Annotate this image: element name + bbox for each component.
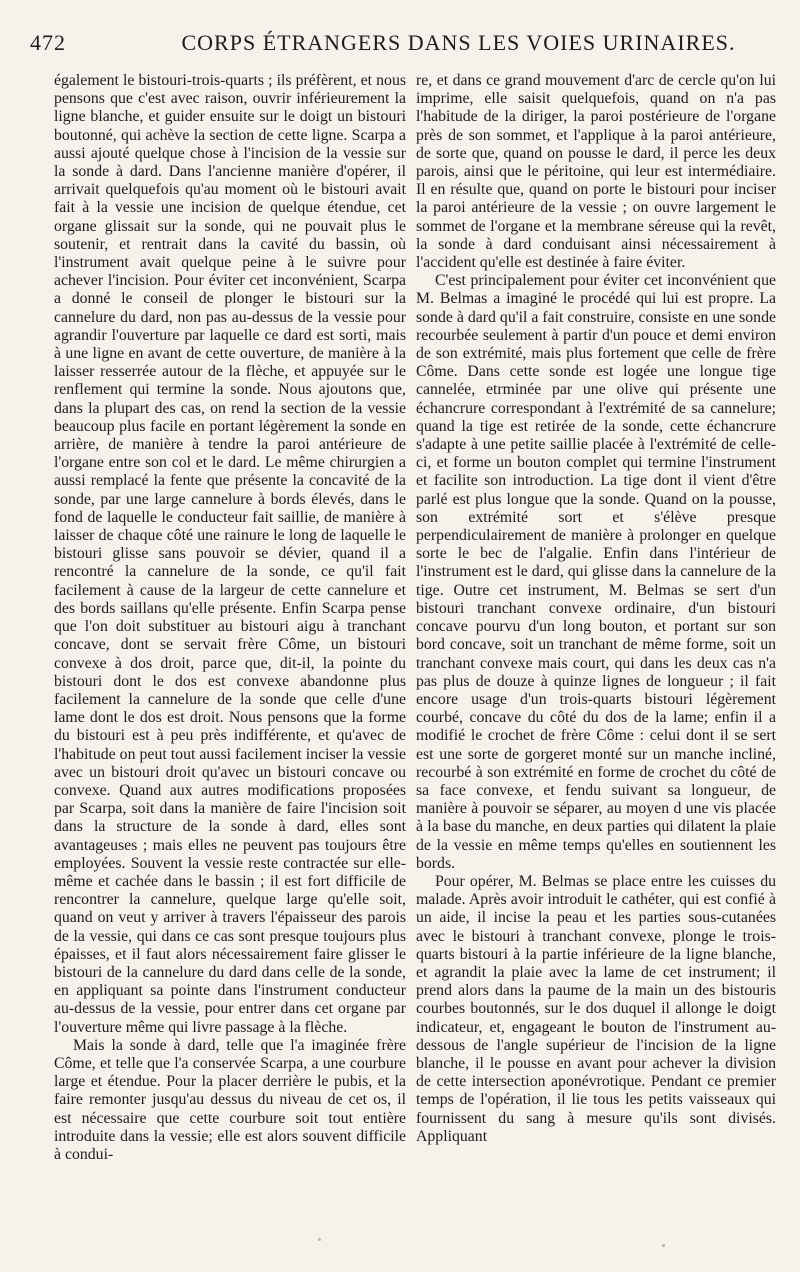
text-columns <box>54 72 776 1262</box>
left-column <box>54 72 406 1262</box>
right-column <box>416 72 776 1262</box>
right-paragraph-2: C'est principalement pour éviter cet inconvénient que M. Belmas a imaginé le procédé qui lui est propre. La sonde à dard qu'il a fait construire, consiste en une sonde recourbée seulement à partir d'un pouce et demi environ de son extrémité, mais plus fortement que celle de frère Côme. Dans cette sonde est logée une longue tige cannelée, etrminée par une olive qui présente une échancrure correspondant à l'extrémité de sa cannelure; quand la tige est retirée de la sonde, cette échancrure s'adapte à une petite saillie placée à l'extrémité de celle-ci, et forme un bouton complet qui termine l'instrument et facilite son introduction. La tige dont il vient d'être parlé est plus longue que la sonde. Quand on la pousse, son extrémité sort et s'élève presque perpendiculairement de manière à prolonger en quelque sorte le bec de l'algalie. Enfin dans l'intérieur de l'instrument est le dard, qui glisse dans la cannelure de la tige. Outre cet instrument, M. Belmas se sert d'un bistouri tranchant convexe ordinaire, d'un bistouri concave pourvu d'un long bouton, et portant sur son bord concave, soit un tranchant de même forme, soit un tranchant convexe mais court, qui dans les deux cas n'a pas plus de douze à quinze lignes de longueur ; il fait encore usage d'un trois-quarts bistouri légèrement courbé, concave du côté du dos de la lame; enfin il a modifié le crochet de frère Côme : celui dont il se sert est une sorte de gorgeret monté sur un manche incliné, recourbé à son extrémité en forme de crochet du côté de sa face convexe, et fendu suivant sa longueur, de manière à pouvoir se séparer, au moyen d une vis placée à la base du manche, en deux parties qui dilatent la plaie de la vessie en même temps qu'elles en soutiennent les bords. <box>416 272 776 872</box>
page-header <box>30 18 772 58</box>
right-paragraph-1: re, et dans ce grand mouvement d'arc de cercle qu'on lui imprime, elle saisit quelquefois, quand on n'a pas l'habitude de la diriger, la paroi postérieure de l'organe près de son sommet, et l'applique à la paroi antérieure, de sorte que, quand on pousse le dard, il perce les deux parois, ainsi que le péritoine, qui leur est intermédiaire. Il en résulte que, quand on porte le bistouri pour inciser la paroi antérieure de la vessie ; on ouvre largement le sommet de l'organe et la membrane séreuse qui la revêt, la sonde à dard conduisant ainsi nécessairement à l'accident qu'elle est destinée à faire éviter. <box>416 72 776 272</box>
page-number: 472 <box>30 30 66 55</box>
left-paragraph-2: Mais la sonde à dard, telle que l'a imaginée frère Côme, et telle que l'a conservée Scarpa, a une courbure large et étendue. Pour la placer derrière le pubis, et la faire remonter jusqu'au dessus du niveau de cet os, il est nécessaire que cette courbure soit tout entière introduite dans la vessie; elle est alors souvent difficile à condui- <box>54 1036 406 1163</box>
running-head: CORPS ÉTRANGERS DANS LES VOIES URINAIRES. <box>181 30 736 55</box>
paper-speck <box>662 1244 665 1247</box>
left-paragraph-1: également le bistouri-trois-quarts ; ils préfèrent, et nous pensons que c'est avec raison, ouvrir inférieurement la ligne blanche, et guider ensuite sur le doigt un bistouri boutonné, qui achève la section de cette ligne. Scarpa a aussi ajouté quelque chose à l'incision de la vessie sur la sonde à dard. Dans l'ancienne manière d'opérer, il arrivait quelquefois qu'au moment où le bistouri avait fait à la vessie une incision de quelque étendue, cet organe glissait sur la sonde, qui ne pouvait plus le soutenir, et rentrait dans la cavité du bassin, où l'instrument avait quelque peine à le suivre pour achever l'incision. Pour éviter cet inconvénient, Scarpa a donné le conseil de plonger le bistouri sur la cannelure du dard, non pas au-dessus de la vessie pour agrandir l'ouverture par laquelle ce dard est sorti, mais à une ligne en avant de cette ouverture, de manière à la laisser resserrée autour de la flèche, et appuyée sur le renflement qui termine la sonde. Nous ajoutons que, dans la plupart des cas, on rend la section de la vessie beaucoup plus facile en portant légèrement la sonde en arrière, de manière à tendre la paroi antérieure de l'organe entre son col et le dard. Le même chirurgien a aussi remplacé la fente que présente la concavité de la sonde, par une large cannelure à bords élevés, dans le fond de laquelle le conducteur fait saillie, de manière à laisser de chaque côté une rainure le long de laquelle le bistouri glisse sans pouvoir se dévier, quand il a rencontré la cannelure de la sonde, ce qu'il fait facilement à cause de la largeur de cette cannelure et des bords saillans qu'elle présente. Enfin Scarpa pense que l'on doit substituer au bistouri aigu à tranchant concave, dont se servait frère Côme, un bistouri convexe à dos droit, parce que, dit-il, la pointe du bistouri dont le dos est convexe abandonne plus facilement la cannelure de la sonde que celle d'une lame dont le dos est droit. Nous pensons que la forme du bistouri est à peu près indifférente, et qu'avec de l'habitude on peut tout aussi facilement inciser la vessie avec un bistouri droit qu'avec un bistouri concave ou convexe. Quand aux autres modifications proposées par Scarpa, soit dans la manière de faire l'incision soit dans la structure de la sonde à dard, elles sont avantageuses ; mais elles ne peuvent pas toujours être employées. Souvent la vessie reste contractée sur elle-même et cachée dans le bassin ; il est fort difficile de rencontrer la cannelure, quelque large qu'elle soit, quand on veut y arriver à travers l'épaisseur des parois de la vessie, qui dans ce cas sont presque toujours plus épaisses, et il faut alors nécessairement faire glisser le bistouri de la cannelure du dard dans celle de la sonde, en appliquant sa pointe dans l'instrument conducteur au-dessus de la vessie, pour entrer dans cet organe par l'ouverture même qui livre passage à la flèche. <box>54 72 406 1036</box>
right-paragraph-3: Pour opérer, M. Belmas se place entre les cuisses du malade. Après avoir introduit le cathéter, qui est confié à un aide, il incise la peau et les parties sous-cutanées avec le bistouri à tranchant convexe, plonge le trois-quarts bistouri à la partie inférieure de la ligne blanche, et agrandit la plaie avec la lame de cet instrument; il prend alors dans la paume de la main un des bistouris courbes boutonnés, sur le dos duquel il allonge le doigt indicateur, et, engageant le bouton de l'instrument au-dessous de l'angle supérieur de l'incision de la ligne blanche, il le pousse en avant pour achever la division de cette intersection aponévrotique. Pendant ce premier temps de l'opération, il lie tous les petits vaisseaux qui fournissent du sang à mesure qu'ils sont divisés. Appliquant <box>416 872 776 1145</box>
paper-speck <box>318 1238 321 1241</box>
